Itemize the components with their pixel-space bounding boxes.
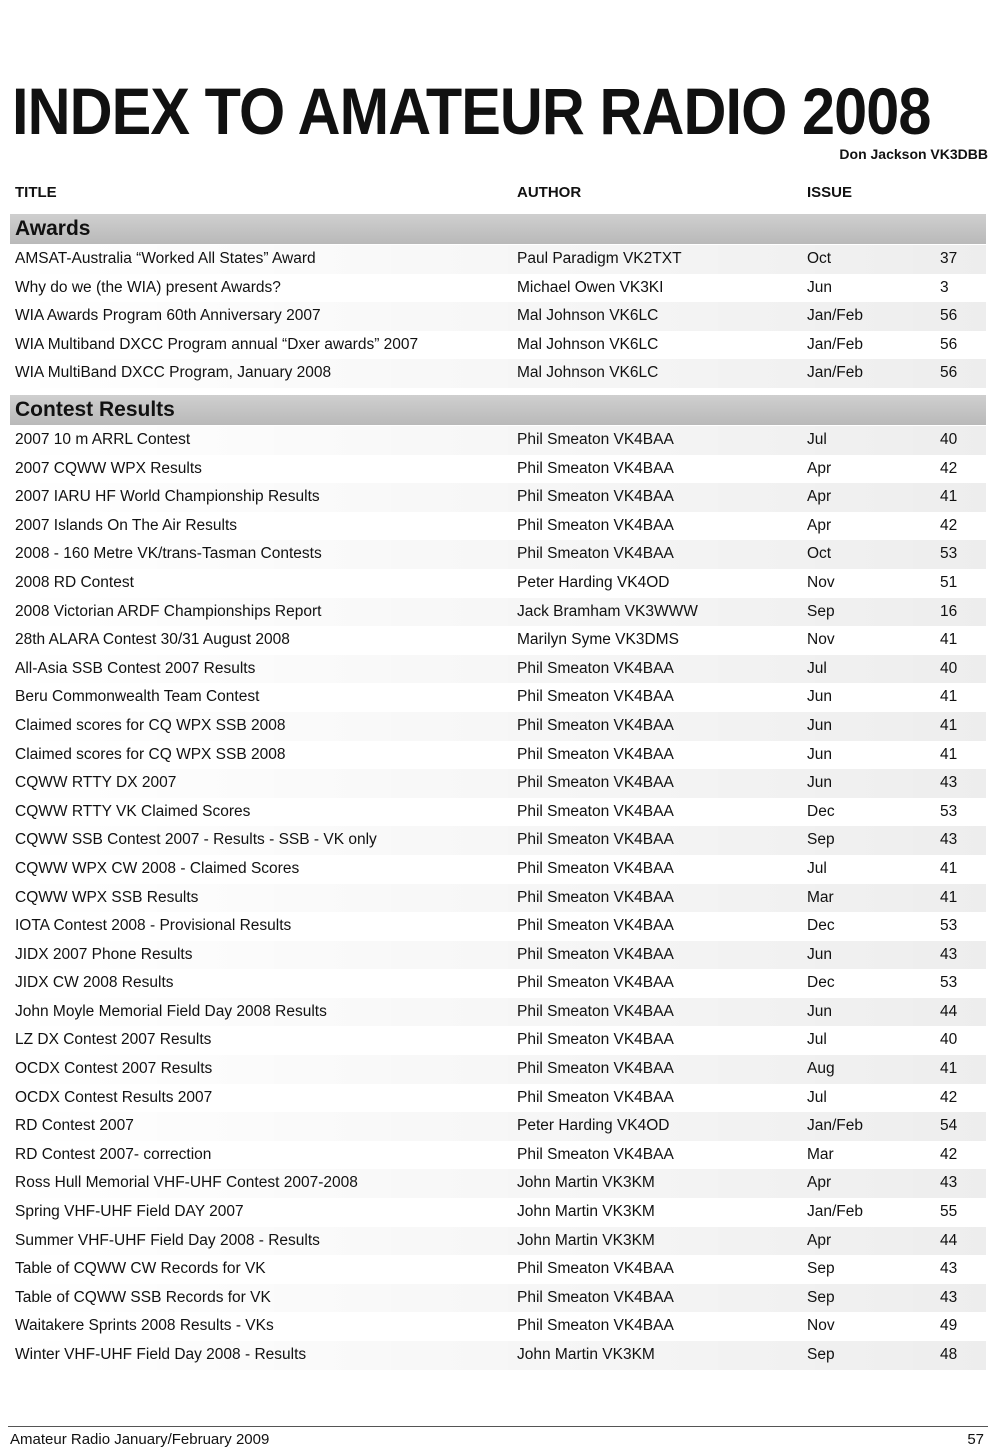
entry-page: 55 — [940, 1203, 958, 1221]
table-row — [10, 1141, 986, 1170]
entry-page: 41 — [940, 888, 958, 906]
table-row — [10, 1084, 986, 1113]
table-row — [10, 1255, 986, 1284]
entry-title: WIA Awards Program 60th Anniversary 2007 — [15, 307, 321, 325]
entry-page: 42 — [940, 516, 958, 534]
entry-issue: Jun — [807, 278, 832, 296]
table-row — [10, 798, 986, 827]
contest-results-list — [10, 426, 986, 1370]
entry-issue: Sep — [807, 1260, 835, 1278]
entry-author: Peter Harding VK4OD — [517, 1117, 670, 1135]
entry-title: JIDX 2007 Phone Results — [15, 945, 193, 963]
entry-title: Spring VHF-UHF Field DAY 2007 — [15, 1203, 244, 1221]
entry-issue: Apr — [807, 459, 832, 477]
table-row — [10, 569, 986, 598]
entry-page: 43 — [940, 1288, 958, 1306]
table-row — [10, 683, 986, 712]
table-row — [10, 626, 986, 655]
entry-page: 16 — [940, 602, 958, 620]
entry-issue: Nov — [807, 573, 835, 591]
table-row — [10, 769, 986, 798]
entry-title: Summer VHF-UHF Field Day 2008 - Results — [15, 1231, 320, 1249]
entry-page: 54 — [940, 1117, 958, 1135]
column-header-author: AUTHOR — [517, 184, 582, 201]
entry-issue: Jun — [807, 1002, 832, 1020]
entry-issue: Jun — [807, 688, 832, 706]
entry-issue: Mar — [807, 1145, 834, 1163]
table-row — [10, 1341, 986, 1370]
entry-page: 43 — [940, 1174, 958, 1192]
entry-author: Mal Johnson VK6LC — [517, 335, 659, 353]
entry-author: Phil Smeaton VK4BAA — [517, 459, 674, 477]
entry-issue: Jan/Feb — [807, 307, 864, 325]
entry-page: 41 — [940, 859, 958, 877]
entry-title: 2008 RD Contest — [15, 573, 134, 591]
table-row — [10, 512, 986, 541]
entry-author: Michael Owen VK3KI — [517, 278, 664, 296]
entry-title: CQWW WPX CW 2008 - Claimed Scores — [15, 859, 300, 877]
table-row — [10, 855, 986, 884]
entry-title: Ross Hull Memorial VHF-UHF Contest 2007-2008 — [15, 1174, 358, 1192]
entry-page: 51 — [940, 573, 958, 591]
entry-issue: Apr — [807, 488, 832, 506]
entry-title: WIA MultiBand DXCC Program, January 2008 — [15, 364, 332, 382]
entry-author: Phil Smeaton VK4BAA — [517, 1145, 674, 1163]
table-row — [10, 741, 986, 770]
entry-author: Phil Smeaton VK4BAA — [517, 888, 674, 906]
entry-title: Claimed scores for CQ WPX SSB 2008 — [15, 745, 286, 763]
entry-page: 41 — [940, 688, 958, 706]
table-row — [10, 302, 986, 331]
table-row — [10, 1312, 986, 1341]
entry-issue: Jan/Feb — [807, 1203, 864, 1221]
table-row — [10, 1026, 986, 1055]
entry-title: CQWW RTTY VK Claimed Scores — [15, 802, 251, 820]
footer-divider — [8, 1426, 988, 1427]
entry-page: 40 — [940, 431, 958, 448]
entry-page: 41 — [940, 488, 958, 506]
entry-issue: Jul — [807, 659, 827, 677]
entry-author: Phil Smeaton VK4BAA — [517, 1260, 674, 1278]
entry-page: 41 — [940, 1060, 958, 1078]
table-row — [10, 912, 986, 941]
entry-author: Phil Smeaton VK4BAA — [517, 1088, 674, 1106]
table-row — [10, 1112, 986, 1141]
entry-author: Phil Smeaton VK4BAA — [517, 802, 674, 820]
entry-issue: Jan/Feb — [807, 364, 864, 382]
entry-author: Mal Johnson VK6LC — [517, 364, 659, 382]
entry-author: Marilyn Syme VK3DMS — [517, 631, 679, 649]
entry-issue: Nov — [807, 1317, 835, 1335]
footer-publication: Amateur Radio January/February 2009 — [10, 1431, 270, 1448]
entry-author: Phil Smeaton VK4BAA — [517, 545, 674, 563]
entry-page: 43 — [940, 774, 958, 792]
entry-title: All-Asia SSB Contest 2007 Results — [15, 659, 256, 677]
entry-title: WIA Multiband DXCC Program annual “Dxer awards” 2007 — [15, 335, 419, 353]
entry-issue: Jun — [807, 745, 832, 763]
entry-author: Phil Smeaton VK4BAA — [517, 745, 674, 763]
entry-author: Phil Smeaton VK4BAA — [517, 1288, 674, 1306]
entry-author: Phil Smeaton VK4BAA — [517, 716, 674, 734]
entry-page: 41 — [940, 716, 958, 734]
entry-title: OCDX Contest Results 2007 — [15, 1088, 213, 1106]
table-row — [10, 455, 986, 484]
entry-title: 2007 10 m ARRL Contest — [15, 431, 191, 448]
entry-author: Jack Bramham VK3WWW — [517, 602, 698, 620]
entry-page: 53 — [940, 917, 958, 935]
entry-page: 53 — [940, 802, 958, 820]
entry-author: Paul Paradigm VK2TXT — [517, 250, 682, 267]
entry-author: Phil Smeaton VK4BAA — [517, 831, 674, 849]
entry-issue: Mar — [807, 888, 834, 906]
table-row — [10, 274, 986, 303]
entry-page: 53 — [940, 974, 958, 992]
entry-issue: Dec — [807, 974, 835, 992]
entry-author: Phil Smeaton VK4BAA — [517, 1002, 674, 1020]
entry-title: 2008 Victorian ARDF Championships Report — [15, 602, 322, 620]
table-row — [10, 1198, 986, 1227]
entry-issue: Aug — [807, 1060, 835, 1078]
table-row — [10, 359, 986, 388]
entry-title: AMSAT-Australia “Worked All States” Award — [15, 250, 316, 267]
entry-title: John Moyle Memorial Field Day 2008 Results — [15, 1002, 327, 1020]
table-row — [10, 826, 986, 855]
table-row — [10, 969, 986, 998]
entry-page: 44 — [940, 1231, 958, 1249]
entry-page: 41 — [940, 745, 958, 763]
entry-author: Phil Smeaton VK4BAA — [517, 516, 674, 534]
entry-author: Phil Smeaton VK4BAA — [517, 659, 674, 677]
entry-page: 56 — [940, 364, 958, 382]
entry-title: CQWW RTTY DX 2007 — [15, 774, 177, 792]
awards-list — [10, 245, 986, 388]
entry-page: 43 — [940, 831, 958, 849]
table-row — [10, 1169, 986, 1198]
table-row — [10, 1284, 986, 1313]
entry-title: 2007 Islands On The Air Results — [15, 516, 238, 534]
entry-title: CQWW WPX SSB Results — [15, 888, 199, 906]
entry-title: OCDX Contest 2007 Results — [15, 1060, 213, 1078]
section-title: Awards — [15, 217, 91, 240]
entry-issue: Oct — [807, 250, 832, 267]
table-row — [10, 998, 986, 1027]
entry-title: Why do we (the WIA) present Awards? — [15, 278, 281, 296]
entry-page: 37 — [940, 250, 958, 267]
entry-issue: Jul — [807, 1088, 827, 1106]
entry-author: Phil Smeaton VK4BAA — [517, 945, 674, 963]
entry-author: John Martin VK3KM — [517, 1174, 655, 1192]
entry-author: Phil Smeaton VK4BAA — [517, 917, 674, 935]
entry-author: John Martin VK3KM — [517, 1231, 655, 1249]
entry-title: 28th ALARA Contest 30/31 August 2008 — [15, 631, 290, 649]
entry-page: 42 — [940, 1088, 958, 1106]
table-row — [10, 598, 986, 627]
entry-page: 56 — [940, 307, 958, 325]
entry-issue: Jun — [807, 945, 832, 963]
entry-issue: Dec — [807, 917, 835, 935]
entry-author: Phil Smeaton VK4BAA — [517, 974, 674, 992]
entry-issue: Jul — [807, 431, 827, 448]
entry-issue: Sep — [807, 831, 835, 849]
entry-issue: Jun — [807, 774, 832, 792]
entry-page: 43 — [940, 945, 958, 963]
footer-page-number: 57 — [967, 1431, 984, 1448]
entry-page: 40 — [940, 659, 958, 677]
entry-title: IOTA Contest 2008 - Provisional Results — [15, 917, 292, 935]
entry-page: 41 — [940, 631, 958, 649]
entry-author: Phil Smeaton VK4BAA — [517, 859, 674, 877]
entry-author: Phil Smeaton VK4BAA — [517, 1031, 674, 1049]
entry-author: Mal Johnson VK6LC — [517, 307, 659, 325]
entry-issue: Jun — [807, 716, 832, 734]
entry-title: 2007 IARU HF World Championship Results — [15, 488, 320, 506]
entry-title: 2008 - 160 Metre VK/trans-Tasman Contests — [15, 545, 322, 563]
entry-author: John Martin VK3KM — [517, 1203, 655, 1221]
entry-title: 2007 CQWW WPX Results — [15, 459, 202, 477]
column-header-issue: ISSUE — [807, 184, 853, 201]
table-row — [10, 483, 986, 512]
entry-issue: Dec — [807, 802, 835, 820]
entry-title: Beru Commonwealth Team Contest — [15, 688, 260, 706]
entry-page: 56 — [940, 335, 958, 353]
page-title: INDEX TO AMATEUR RADIO 2008 — [12, 74, 931, 148]
entry-page: 40 — [940, 1031, 958, 1049]
entry-issue: Jan/Feb — [807, 1117, 864, 1135]
entry-title: LZ DX Contest 2007 Results — [15, 1031, 212, 1049]
table-row — [10, 245, 986, 274]
column-header-row — [10, 180, 988, 206]
entry-issue: Sep — [807, 1346, 835, 1363]
entry-title: Waitakere Sprints 2008 Results - VKs — [15, 1317, 274, 1335]
entry-issue: Apr — [807, 1174, 832, 1192]
entry-author: Phil Smeaton VK4BAA — [517, 1317, 674, 1335]
entry-title: RD Contest 2007- correction — [15, 1145, 212, 1163]
entry-author: Phil Smeaton VK4BAA — [517, 1060, 674, 1078]
table-row — [10, 331, 986, 360]
entry-page: 42 — [940, 459, 958, 477]
entry-issue: Jul — [807, 859, 827, 877]
entry-page: 49 — [940, 1317, 958, 1335]
entry-issue: Nov — [807, 631, 835, 649]
table-row — [10, 426, 986, 455]
entry-issue: Jan/Feb — [807, 335, 864, 353]
entry-page: 48 — [940, 1346, 958, 1363]
table-row — [10, 540, 986, 569]
table-row — [10, 655, 986, 684]
table-row — [10, 884, 986, 913]
entry-issue: Jul — [807, 1031, 827, 1049]
entry-page: 3 — [940, 278, 949, 296]
entry-page: 53 — [940, 545, 958, 563]
entry-issue: Oct — [807, 545, 832, 563]
entry-author: Phil Smeaton VK4BAA — [517, 774, 674, 792]
entry-title: Claimed scores for CQ WPX SSB 2008 — [15, 716, 286, 734]
table-row — [10, 1227, 986, 1256]
table-row — [10, 941, 986, 970]
section-title: Contest Results — [15, 398, 175, 421]
entry-title: JIDX CW 2008 Results — [15, 974, 174, 992]
entry-page: 44 — [940, 1002, 958, 1020]
entry-author: Peter Harding VK4OD — [517, 573, 670, 591]
entry-title: CQWW SSB Contest 2007 - Results - SSB - VK only — [15, 831, 377, 849]
table-row — [10, 712, 986, 741]
section-header-contest-results — [10, 395, 986, 425]
entry-author: Phil Smeaton VK4BAA — [517, 688, 674, 706]
entry-issue: Apr — [807, 516, 832, 534]
entry-issue: Sep — [807, 1288, 835, 1306]
entry-page: 42 — [940, 1145, 958, 1163]
entry-author: Phil Smeaton VK4BAA — [517, 431, 674, 448]
author-byline: Don Jackson VK3DBB — [839, 146, 988, 162]
entry-title: Table of CQWW SSB Records for VK — [15, 1288, 271, 1306]
entry-issue: Sep — [807, 602, 835, 620]
entry-author: Phil Smeaton VK4BAA — [517, 488, 674, 506]
entry-author: John Martin VK3KM — [517, 1346, 655, 1363]
column-header-title: TITLE — [15, 184, 57, 201]
entry-page: 43 — [940, 1260, 958, 1278]
entry-title: RD Contest 2007 — [15, 1117, 134, 1135]
table-row — [10, 1055, 986, 1084]
entry-issue: Apr — [807, 1231, 832, 1249]
entry-title: Winter VHF-UHF Field Day 2008 - Results — [15, 1346, 307, 1363]
entry-title: Table of CQWW CW Records for VK — [15, 1260, 266, 1278]
section-header-awards — [10, 214, 986, 244]
